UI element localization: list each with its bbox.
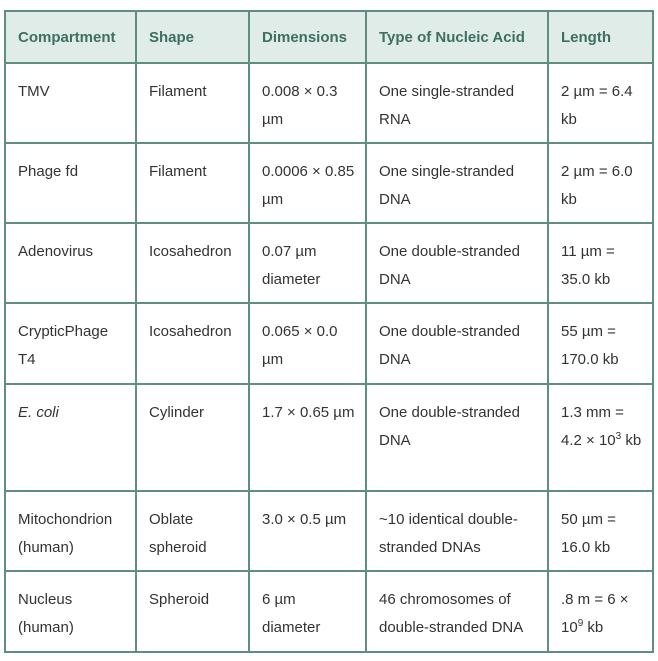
cell-nucleic-acid: One double-stranded DNA xyxy=(366,303,548,384)
cell-nucleic-acid: One single-stranded RNA xyxy=(366,63,548,143)
table-row xyxy=(5,571,653,652)
cell-nucleic-acid: One double-stranded DNA xyxy=(366,384,548,491)
cell-dimensions: 3.0 × 0.5 µm xyxy=(249,491,366,571)
length-unit: kb xyxy=(583,619,604,636)
header-length: Length xyxy=(548,11,653,63)
table-row xyxy=(5,143,653,223)
length-exponent: 3 xyxy=(615,431,622,442)
cell-shape: Filament xyxy=(136,143,249,223)
cell-length xyxy=(548,571,653,652)
cell-compartment: Adenovirus xyxy=(5,223,136,303)
nucleic-acid-table xyxy=(4,10,654,653)
cell-shape: Spheroid xyxy=(136,571,249,652)
header-compartment: Compartment xyxy=(5,11,136,63)
cell-compartment: TMV xyxy=(5,63,136,143)
cell-compartment: E. coli xyxy=(5,384,136,491)
cell-shape: Oblate spheroid xyxy=(136,491,249,571)
cell-dimensions: 6 µm diameter xyxy=(249,571,366,652)
table-row xyxy=(5,63,653,143)
length-unit: kb xyxy=(621,432,642,449)
cell-nucleic-acid: ~10 identical double-stranded DNAs xyxy=(366,491,548,571)
cell-dimensions: 1.7 × 0.65 µm xyxy=(249,384,366,491)
cell-compartment: CrypticPhage T4 xyxy=(5,303,136,384)
nucleic-acid-table-container xyxy=(4,10,652,653)
cell-nucleic-acid: 46 chromosomes of double-stranded DNA xyxy=(366,571,548,652)
cell-length: 2 µm = 6.4 kb xyxy=(548,63,653,143)
cell-nucleic-acid: One double-stranded DNA xyxy=(366,223,548,303)
length-exponent: 9 xyxy=(577,618,584,629)
table-row xyxy=(5,384,653,491)
cell-length: 2 µm = 6.0 kb xyxy=(548,143,653,223)
cell-shape: Filament xyxy=(136,63,249,143)
header-shape: Shape xyxy=(136,11,249,63)
table-row xyxy=(5,303,653,384)
cell-dimensions: 0.065 × 0.0 µm xyxy=(249,303,366,384)
header-dimensions: Dimensions xyxy=(249,11,366,63)
cell-compartment: Nucleus (human) xyxy=(5,571,136,652)
cell-dimensions: 0.008 × 0.3 µm xyxy=(249,63,366,143)
cell-compartment: Mitochondrion (human) xyxy=(5,491,136,571)
table-row xyxy=(5,223,653,303)
cell-dimensions: 0.0006 × 0.85 µm xyxy=(249,143,366,223)
cell-shape: Icosahedron xyxy=(136,223,249,303)
table-header-row xyxy=(5,11,653,63)
cell-length xyxy=(548,384,653,491)
cell-shape: Cylinder xyxy=(136,384,249,491)
length-value: 1.3 mm = 4.2 × 10 xyxy=(561,404,624,449)
cell-length: 11 µm = 35.0 kb xyxy=(548,223,653,303)
table-row xyxy=(5,491,653,571)
length-value: .8 m = 6 × 10 xyxy=(561,591,629,636)
cell-length: 50 µm = 16.0 kb xyxy=(548,491,653,571)
cell-length: 55 µm = 170.0 kb xyxy=(548,303,653,384)
cell-dimensions: 0.07 µm diameter xyxy=(249,223,366,303)
cell-compartment: Phage fd xyxy=(5,143,136,223)
header-nucleic-acid-type: Type of Nucleic Acid xyxy=(366,11,548,63)
cell-nucleic-acid: One single-stranded DNA xyxy=(366,143,548,223)
cell-shape: Icosahedron xyxy=(136,303,249,384)
